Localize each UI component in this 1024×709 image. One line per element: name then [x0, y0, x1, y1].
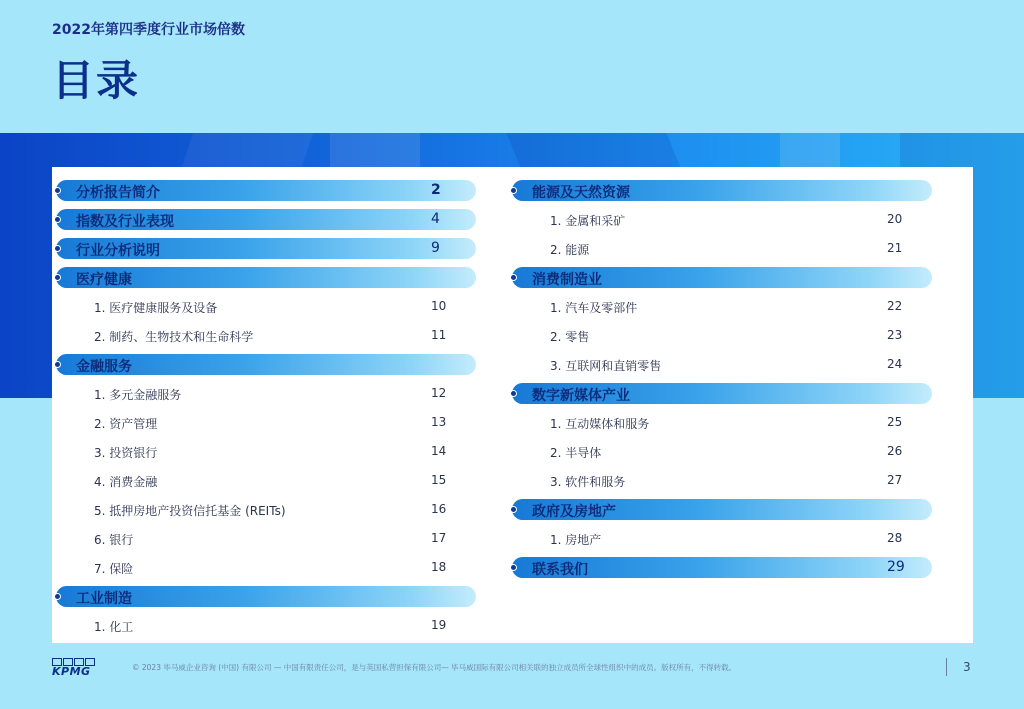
toc-entry[interactable]	[56, 325, 476, 346]
toc-page-number: 23	[887, 328, 903, 342]
toc-column-right	[512, 180, 932, 586]
toc-entry-label: 2. 零售	[550, 330, 590, 344]
toc-entry-label: 2. 能源	[550, 243, 590, 257]
toc-section-label: 数字新媒体产业	[532, 388, 630, 404]
toc-entry-label: 4. 消费金融	[94, 475, 158, 489]
toc-entry[interactable]	[56, 528, 476, 549]
report-title: 2022年第四季度行业市场倍数	[52, 22, 245, 38]
toc-entry[interactable]	[56, 296, 476, 317]
toc-section-label: 联系我们	[532, 562, 588, 578]
toc-entry-label: 3. 投资银行	[94, 446, 158, 460]
bullet-dot-icon	[54, 216, 61, 223]
toc-entry[interactable]	[56, 412, 476, 433]
toc-entry[interactable]	[512, 470, 932, 491]
toc-page-number: 26	[887, 444, 903, 458]
toc-entry-label: 1. 汽车及零部件	[550, 301, 638, 315]
toc-entry-label: 1. 化工	[94, 620, 134, 634]
toc-entry-label: 5. 抵押房地产投资信托基金 (REITs)	[94, 504, 286, 518]
toc-page-number: 4	[431, 211, 440, 227]
toc-page-number: 29	[887, 559, 905, 575]
bullet-dot-icon	[510, 564, 517, 571]
toc-entry[interactable]	[56, 499, 476, 520]
bullet-dot-icon	[54, 245, 61, 252]
bullet-dot-icon	[54, 593, 61, 600]
toc-page-number: 25	[887, 415, 903, 429]
toc-entry-label: 2. 半导体	[550, 446, 602, 460]
toc-title: 目录	[52, 56, 141, 105]
bullet-dot-icon	[510, 390, 517, 397]
page-number: 3	[963, 660, 971, 674]
toc-entry[interactable]	[512, 296, 932, 317]
bullet-dot-icon	[510, 506, 517, 513]
toc-entry-label: 2. 资产管理	[94, 417, 158, 431]
toc-section[interactable]	[512, 180, 932, 201]
toc-page-number: 28	[887, 531, 903, 545]
toc-section[interactable]	[512, 383, 932, 404]
toc-page-number: 13	[431, 415, 447, 429]
toc-entry[interactable]	[512, 209, 932, 230]
toc-section-label: 指数及行业表现	[76, 214, 174, 230]
bullet-dot-icon	[54, 274, 61, 281]
toc-page-number: 11	[431, 328, 447, 342]
toc-entry-label: 1. 多元金融服务	[94, 388, 182, 402]
toc-section[interactable]	[56, 209, 476, 230]
toc-page-number: 2	[431, 182, 441, 198]
toc-section[interactable]	[56, 586, 476, 607]
toc-page-number: 19	[431, 618, 447, 632]
toc-section[interactable]	[56, 267, 476, 288]
toc-section-label: 行业分析说明	[76, 243, 160, 259]
toc-entry[interactable]	[512, 441, 932, 462]
toc-entry[interactable]	[56, 470, 476, 491]
toc-page-number: 14	[431, 444, 447, 458]
bullet-dot-icon	[510, 187, 517, 194]
toc-section-label: 工业制造	[76, 591, 132, 607]
toc-section-label: 分析报告简介	[76, 185, 160, 201]
toc-page-number: 17	[431, 531, 447, 545]
toc-page-number: 12	[431, 386, 447, 400]
toc-column-left	[56, 180, 476, 644]
toc-section-label: 能源及天然资源	[532, 185, 630, 201]
toc-entry[interactable]	[56, 441, 476, 462]
toc-entry[interactable]	[512, 528, 932, 549]
toc-entry[interactable]	[56, 383, 476, 404]
toc-page-number: 22	[887, 299, 903, 313]
toc-page-number: 16	[431, 502, 447, 516]
toc-page-number: 24	[887, 357, 903, 371]
toc-entry[interactable]	[512, 325, 932, 346]
toc-entry-label: 3. 软件和服务	[550, 475, 626, 489]
toc-page-number: 9	[431, 240, 440, 256]
toc-card	[52, 167, 973, 643]
toc-entry[interactable]	[56, 615, 476, 636]
toc-page-number: 15	[431, 473, 447, 487]
footer-legal: © 2023 毕马威企业咨询 (中国) 有限公司 — 中国有限责任公司，是与英国私营担保有限公司— 毕马威国际有限公司相关联的独立成员所全球性组织中的成员。版权所有，不得转载。	[132, 663, 737, 672]
toc-page-number: 21	[887, 241, 903, 255]
toc-section[interactable]	[512, 557, 932, 578]
toc-section-label: 医疗健康	[76, 272, 132, 288]
toc-section-label: 金融服务	[76, 359, 132, 375]
toc-section-label: 政府及房地产	[532, 504, 616, 520]
bullet-dot-icon	[510, 274, 517, 281]
toc-entry-label: 1. 金属和采矿	[550, 214, 626, 228]
toc-entry-label: 7. 保险	[94, 562, 134, 576]
toc-page-number: 10	[431, 299, 447, 313]
footer-divider	[946, 658, 947, 676]
bullet-dot-icon	[54, 361, 61, 368]
toc-section[interactable]	[56, 354, 476, 375]
toc-page-number: 27	[887, 473, 903, 487]
toc-entry-label: 6. 银行	[94, 533, 134, 547]
logo-wordmark: KPMG	[52, 665, 91, 678]
toc-page-number: 18	[431, 560, 447, 574]
toc-section-label: 消费制造业	[532, 272, 602, 288]
toc-entry[interactable]	[56, 557, 476, 578]
toc-page-number: 20	[887, 212, 903, 226]
bullet-dot-icon	[54, 187, 61, 194]
kpmg-logo	[52, 658, 96, 678]
toc-section[interactable]	[512, 267, 932, 288]
toc-entry-label: 1. 房地产	[550, 533, 602, 547]
toc-entry[interactable]	[512, 412, 932, 433]
toc-section[interactable]	[56, 238, 476, 259]
toc-entry-label: 3. 互联网和直销零售	[550, 359, 662, 373]
toc-entry[interactable]	[512, 354, 932, 375]
toc-entry-label: 1. 互动媒体和服务	[550, 417, 650, 431]
toc-section[interactable]	[512, 499, 932, 520]
toc-entry-label: 2. 制药、生物技术和生命科学	[94, 330, 254, 344]
toc-entry[interactable]	[512, 238, 932, 259]
toc-section[interactable]	[56, 180, 476, 201]
toc-entry-label: 1. 医疗健康服务及设备	[94, 301, 218, 315]
